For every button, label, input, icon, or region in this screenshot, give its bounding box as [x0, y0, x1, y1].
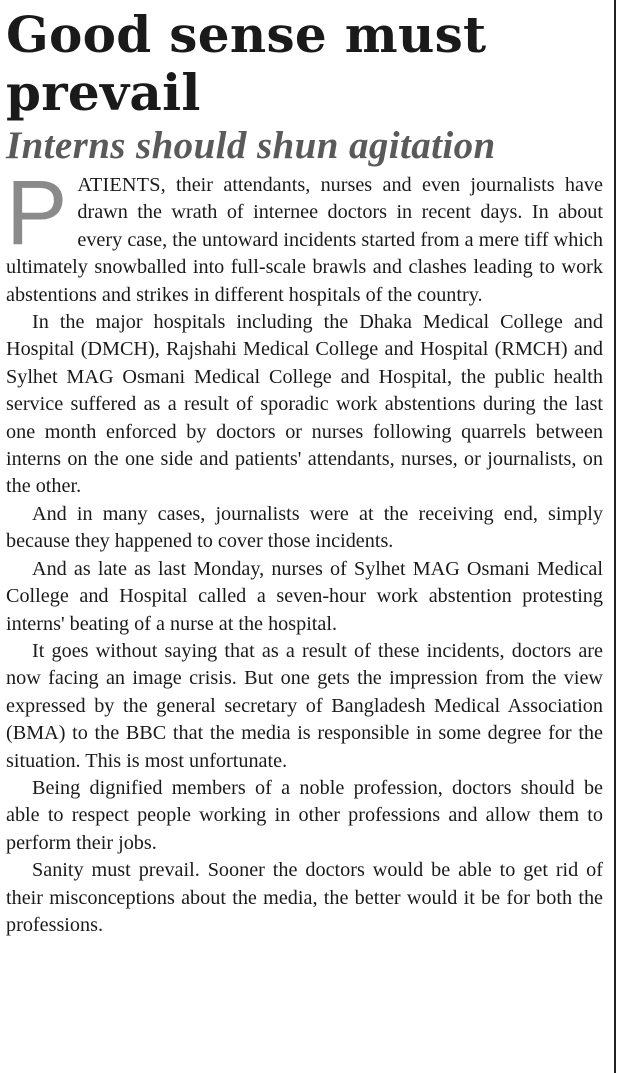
subheadline: Interns should shun agitation — [6, 124, 496, 167]
paragraph-3: And in many cases, journalists were at the receiving end, simply because they happened to cover those incidents. — [6, 502, 603, 553]
paragraph-1 — [6, 162, 603, 309]
editorial-article — [6, 6, 603, 939]
headline: Good sense must prevail — [6, 5, 487, 122]
paragraph-7: Sanity must prevail. Sooner the doctors would be able to get rid of their misconceptions about the media, the better would it be for both the professions. — [6, 859, 603, 936]
paragraph-1-text: , their attendants, nurses and even journalists have drawn the wrath of internee doctors in recent days. In about every case, the untoward incidents started from a mere tiff which ultimately snowballed into full-scale brawls and clashes leading to work abstentions and strikes in different hospitals of the country. — [6, 174, 603, 306]
paragraph-6: Being dignified members of a noble profession, doctors should be able to respect people working in other professions and allow them to perform their jobs. — [6, 776, 603, 854]
lead-word: ATIENTS — [77, 174, 161, 196]
column-rule — [614, 0, 616, 1073]
paragraph-5: It goes without saying that as a result of these incidents, doctors are now facing an image crisis. But one gets the impression from the view expressed by the general secretary of Bangladesh Medical Association (BMA) to the BBC that the media is responsible in some degree for the situation. This is most unfortunate. — [6, 639, 603, 772]
article-body — [6, 162, 603, 939]
paragraph-2: In the major hospitals including the Dhaka Medical College and Hospital (DMCH), Rajshahi Medical College and Hospital (RMCH) and Sylhet MAG Osmani Medical College and Hospital, the public health service suffered as a result of sporadic work abstentions during the last one month enforced by doctors or nurses following quarrels between interns on the one side and patients' attendants, nurses, or journalists, on the other. — [6, 311, 603, 498]
paragraph-4: And as late as last Monday, nurses of Sylhet MAG Osmani Medical College and Hospital called a seven-hour work abstention protesting interns' beating of a nurse at the hospital. — [6, 557, 603, 635]
drop-cap: P — [6, 162, 68, 264]
